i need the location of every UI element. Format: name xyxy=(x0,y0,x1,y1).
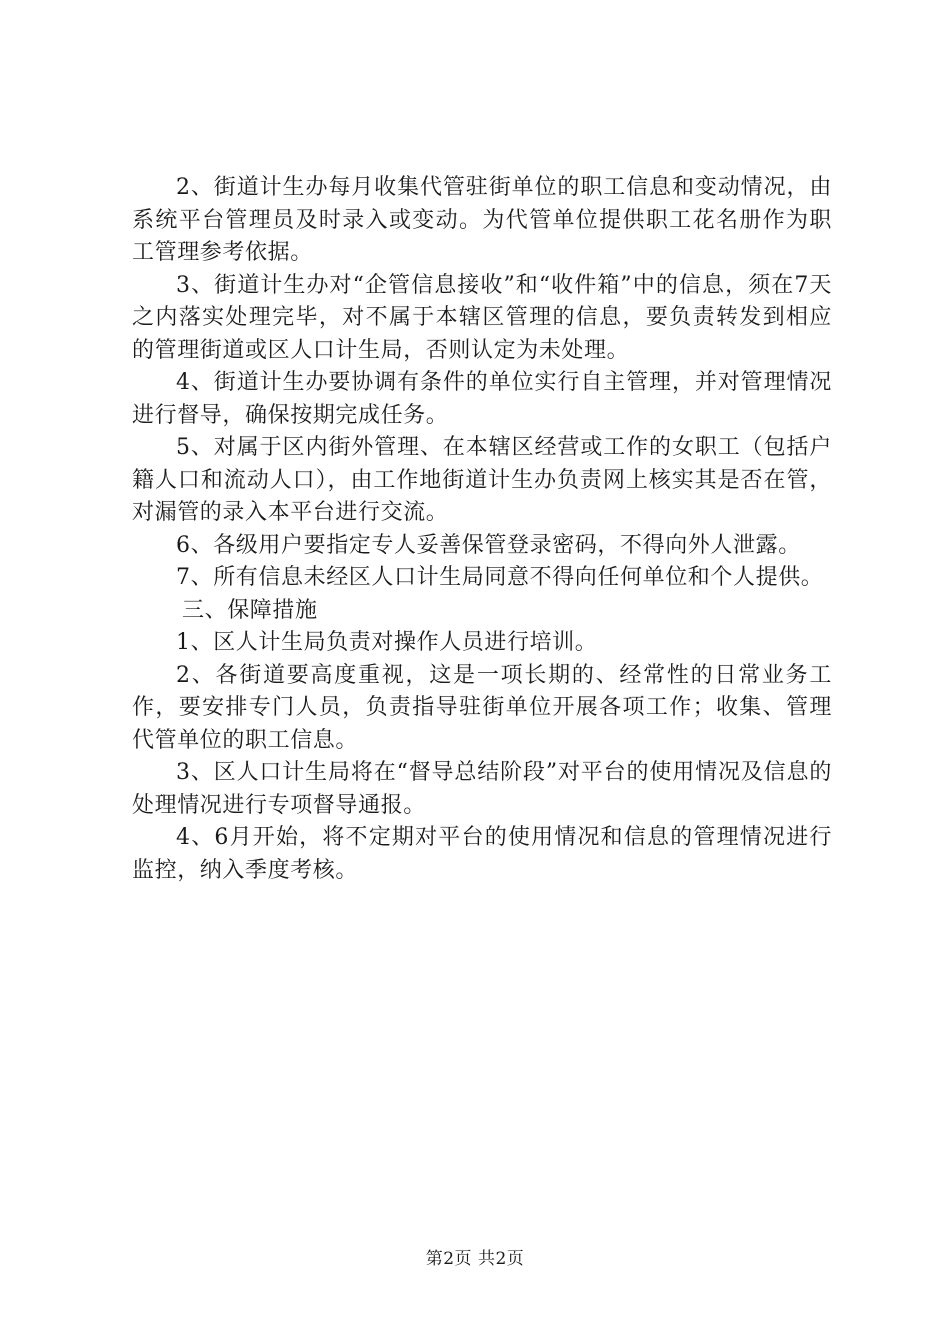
paragraph-item-6: 6、各级用户要指定专人妥善保管登录密码，不得向外人泄露。 xyxy=(176,532,801,558)
section-heading: 三、保障措施 xyxy=(182,597,318,623)
paragraph-item-4: 4、街道计生办要协调有条件的单位实行自主管理，并对管理情况进行督导，确保按期完成任务。 xyxy=(132,370,832,428)
page-footer: 第2页 共2页 xyxy=(425,1249,525,1269)
measure-item-4: 4、6月开始，将不定期对平台的使用情况和信息的管理情况进行监控，纳入季度考核。 xyxy=(132,825,832,883)
measure-item-1: 1、区人计生局负责对操作人员进行培训。 xyxy=(176,630,598,655)
measure-item-2: 2、各街道要高度重视，这是一项长期的、经常性的日常业务工作，要安排专门人员，负责指导驻街单位开展各项工作；收集、管理代管单位的职工信息。 xyxy=(132,662,832,753)
paragraph-item-2: 2、街道计生办每月收集代管驻街单位的职工信息和变动情况，由系统平台管理员及时录入或变动。为代管单位提供职工花名册作为职工管理参考依据。 xyxy=(132,175,832,265)
measure-item-3: 3、区人口计生局将在“督导总结阶段”对平台的使用情况及信息的处理情况进行专项督导通报。 xyxy=(132,760,832,818)
paragraph-item-5: 5、对属于区内街外管理、在本辖区经营或工作的女职工（包括户籍人口和流动人口），由工作地街道计生办负责网上核实其是否在管，对漏管的录入本平台进行交流。 xyxy=(132,435,832,525)
document-body xyxy=(132,172,832,887)
paragraph-item-7: 7、所有信息未经区人口计生局同意不得向任何单位和个人提供。 xyxy=(176,565,824,590)
paragraph-item-3: 3、街道计生办对“企管信息接收”和“收件箱”中的信息，须在7天之内落实处理完毕，对不属于本辖区管理的信息，要负责转发到相应的管理街道或区人口计生局，否则认定为未处理。 xyxy=(132,272,832,363)
